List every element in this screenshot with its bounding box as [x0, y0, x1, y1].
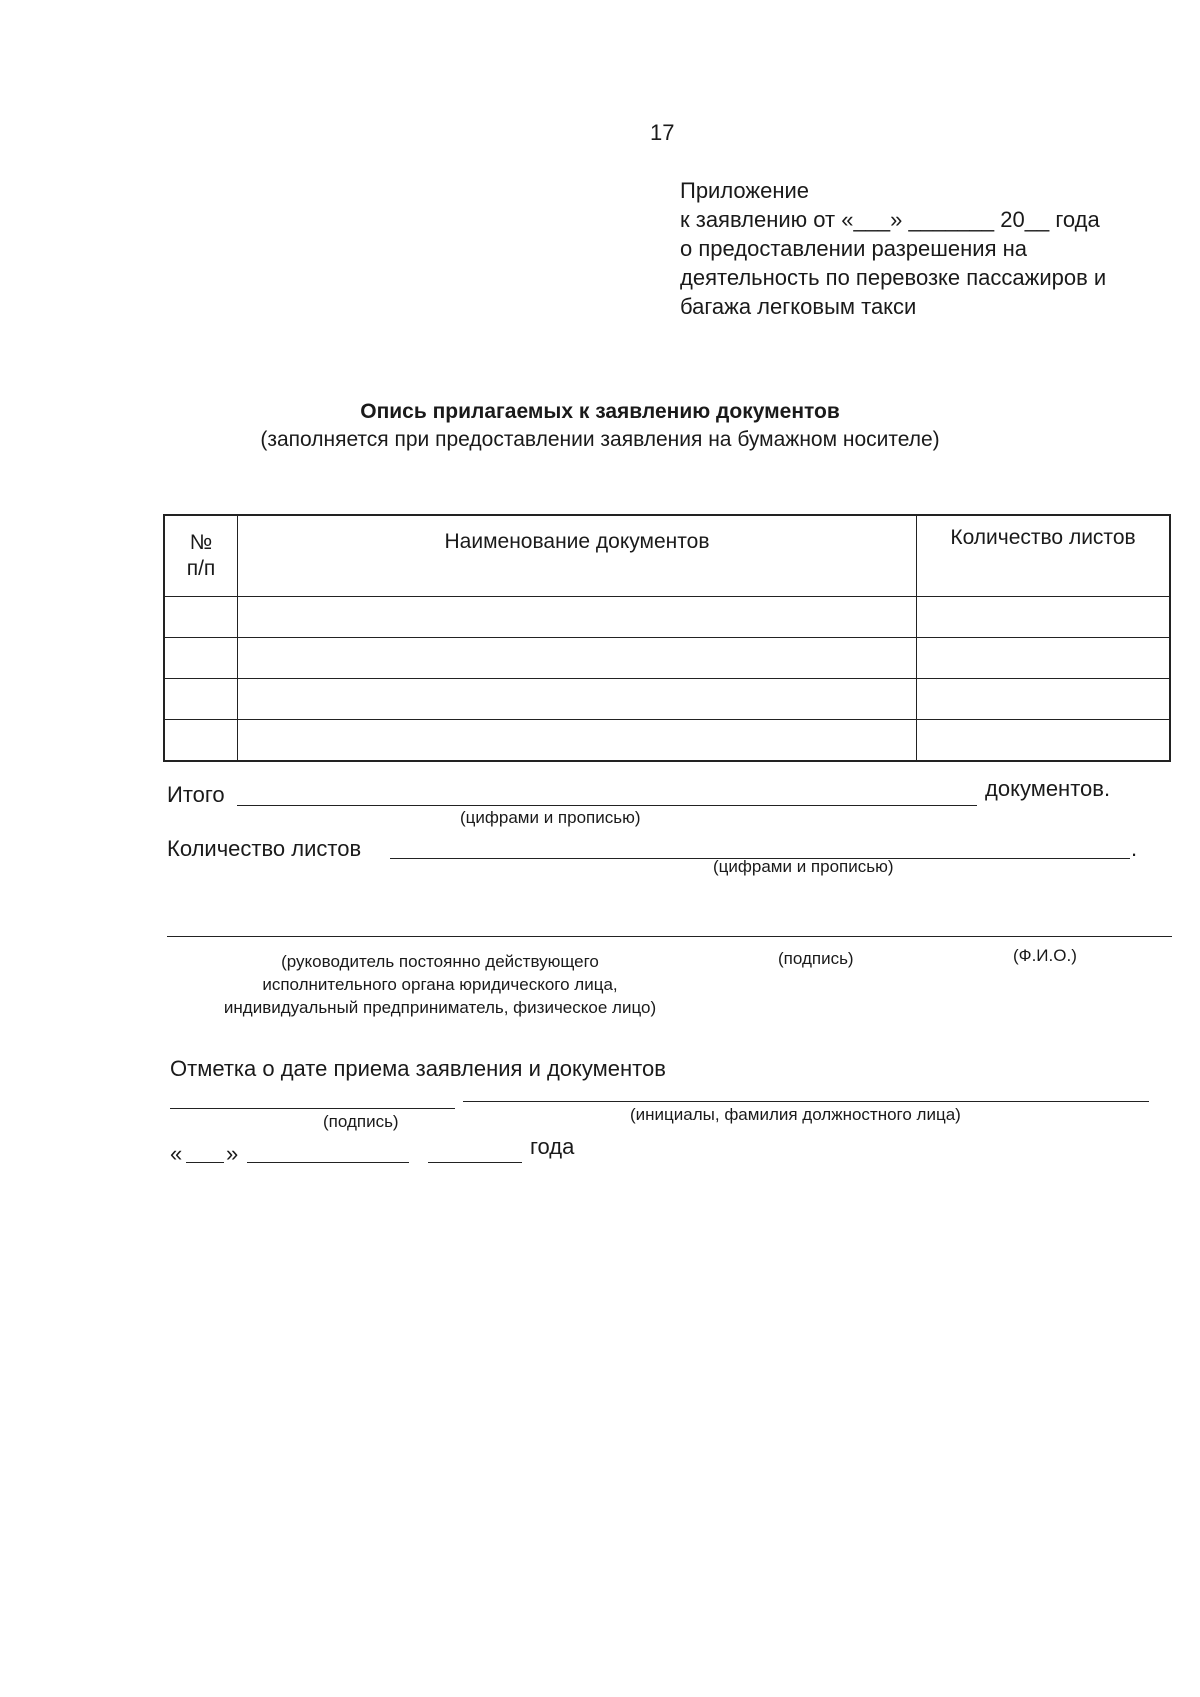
table-header-row — [164, 515, 1170, 597]
sheets-count-label: Количество листов — [167, 836, 362, 861]
appendix-line: о предоставлении разрешения на — [680, 236, 1027, 261]
total-label: Итого — [167, 782, 225, 807]
date-day-line[interactable] — [186, 1162, 224, 1163]
cell-sheets[interactable] — [917, 679, 1171, 720]
cell-sheets[interactable] — [917, 638, 1171, 679]
table-row — [164, 679, 1170, 720]
column-header-number — [164, 515, 238, 597]
table-row — [164, 597, 1170, 638]
cell-number[interactable] — [164, 720, 238, 762]
cell-number[interactable] — [164, 638, 238, 679]
cell-number[interactable] — [164, 679, 238, 720]
appendix-line: к заявлению от «___» _______ 20__ года — [680, 207, 1100, 232]
appendix-line: Приложение — [680, 178, 810, 203]
date-quote-close: » — [226, 1141, 239, 1166]
cell-sheets[interactable] — [917, 597, 1171, 638]
cell-document-name[interactable] — [238, 720, 917, 762]
role-caption-line: (руководитель постоянно действующего — [281, 952, 599, 971]
table-row — [164, 720, 1170, 762]
appendix-header — [680, 176, 1106, 321]
cell-sheets[interactable] — [917, 720, 1171, 762]
appendix-line: деятельность по перевозке пассажиров и — [680, 265, 1107, 290]
total-suffix: документов. — [985, 776, 1111, 801]
appendix-line: багажа легковым такси — [680, 294, 917, 319]
cell-document-name[interactable] — [238, 597, 917, 638]
total-input-line[interactable] — [237, 805, 977, 806]
receipt-signature-line[interactable] — [170, 1108, 455, 1109]
column-header-sheets: Количество листов — [917, 515, 1171, 597]
sheets-count-hint: (цифрами и прописью) — [713, 857, 894, 876]
signature-caption: (подпись) — [778, 949, 854, 968]
role-caption — [170, 950, 710, 1019]
total-hint: (цифрами и прописью) — [460, 808, 641, 827]
date-quote-open: « — [170, 1141, 183, 1166]
receipt-official-caption: (инициалы, фамилия должностного лица) — [630, 1105, 961, 1124]
sheets-count-suffix: . — [1131, 836, 1138, 861]
column-header-name: Наименование документов — [238, 515, 917, 597]
receipt-official-line[interactable] — [463, 1101, 1149, 1102]
header-text: п/п — [186, 557, 216, 580]
name-caption: (Ф.И.О.) — [1013, 946, 1077, 965]
receipt-label: Отметка о дате приема заявления и документов — [170, 1056, 666, 1081]
cell-number[interactable] — [164, 597, 238, 638]
date-year-label: года — [530, 1134, 575, 1159]
role-caption-line: исполнительного органа юридического лица, — [262, 975, 618, 994]
header-text: № — [189, 531, 213, 554]
date-month-line[interactable] — [247, 1162, 409, 1163]
page-number: 17 — [650, 120, 675, 145]
signature-line[interactable] — [167, 936, 1172, 937]
date-year-line[interactable] — [428, 1162, 522, 1163]
document-subtitle: (заполняется при предоставлении заявления на бумажном носителе) — [260, 428, 940, 451]
role-caption-line: индивидуальный предприниматель, физическое лицо) — [223, 998, 657, 1017]
document-title: Опись прилагаемых к заявлению документов — [360, 400, 840, 423]
cell-document-name[interactable] — [238, 638, 917, 679]
table-row — [164, 638, 1170, 679]
cell-document-name[interactable] — [238, 679, 917, 720]
receipt-signature-caption: (подпись) — [323, 1112, 399, 1131]
inventory-table — [163, 514, 1171, 762]
